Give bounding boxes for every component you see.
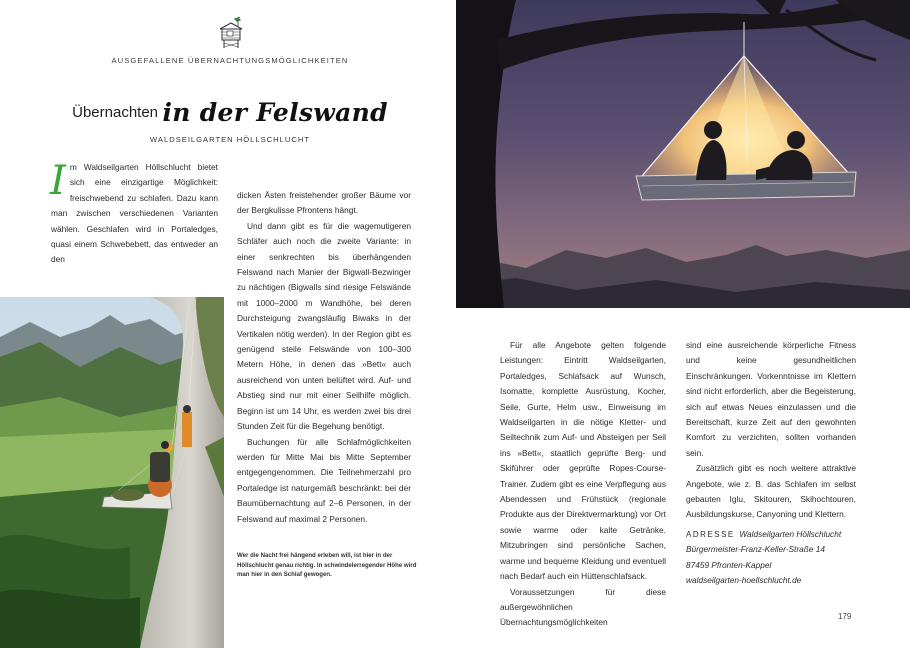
paragraph: Und dann gibt es für die wagemutigeren Schläfer auch noch die zweite Variante: in einer senkrechten bis überhängenden Felswand nach Manier der Bigwall-Bezwinger zu nächtigen (Bigwalls sind riesige Felswände mit 1000–2000 m Wandhöhe, bei deren Durchsteigung zwangsläufig Biwaks in der Vertikalen nötig werden). In der Region gibt es genügend steile Felswände von 100–300 Metern Höhe, in denen das »Bett« auch ausreichend von unten belüftet wird. Auf- und Abstieg sind nur mit einer Seilhilfe möglich. Beginn ist um 14 Uhr, es werden zwei bis drei Stunden Zeit für die Begehung benötigt. <box>237 220 411 432</box>
address-block <box>686 527 861 589</box>
text-column-1 <box>51 160 218 268</box>
text-column-2 <box>237 188 411 527</box>
tree-tent-photo <box>456 0 910 308</box>
address-label: ADRESSE <box>686 530 735 539</box>
paragraph: Voraussetzungen für diese außergewöhnlichen Übernachtungsmöglichkeiten <box>500 586 666 628</box>
cliff-portaledge-photo <box>0 297 224 648</box>
paragraph: Für alle Angebote gelten folgende Leistungen: Eintritt Waldseilgarten, Portaledges, Schlafsack auf Wunsch, Isomatte, komplette Ausrüstung, Kocher, Seile, Gurte, Helm usw., Einweisung im Waldseilgarten in die nötige Kletter- und Seiltechnik zum Auf- und Absteigen per Seil ins »Bett«, staatlich geprüfte Berg- und Skiführer oder geprüfte Ropes-Course-Trainer. Zudem gibt es eine Verpflegung aus Abendessen und Frühstück (regionale Produkte aus der Direktvermarktung) vor Ort sowie warme oder kalte Getränke. Mitzubringen sind persönliche Sachen, warme und bequeme Kleidung und eventuell nach Bedarf auch ein Hüttenschlafsack. <box>500 340 666 582</box>
treehouse-hut-icon <box>216 17 246 49</box>
paragraph: Buchungen für alle Schlafmöglichkeiten werden für Mitte Mai bis Mitte September entgegengenommen. Die Teilnehmerzahl pro Portaledge ist naturgemäß beschränkt: bei der Baumübernachtung auf 2–6 Personen, in der Felswand auf maximal 2 Personen. <box>237 436 411 524</box>
paragraph: dicken Ästen freistehender großer Bäume vor der Bergkulisse Pfrontens hängt. <box>237 190 411 216</box>
title-script: in der Felswand <box>162 98 388 127</box>
page-number: 179 <box>838 612 852 621</box>
page-subtitle: WALDSEILGARTEN HÖLLSCHLUCHT <box>150 135 310 144</box>
address-website[interactable]: waldseilgarten-hoellschlucht.de <box>686 575 802 586</box>
paragraph <box>51 160 218 268</box>
address-line-1 <box>686 527 861 542</box>
paragraph: Zusätzlich gibt es noch weitere attraktive Angebote, wie z. B. das Schlafen im selbst gebauten Iglu, Skitouren, Skihochtouren, Ausbildungskurse, Canyoning und Klettern. <box>686 463 856 520</box>
page-title <box>60 98 400 127</box>
address-name: Waldseilgarten Höllschlucht <box>739 529 842 539</box>
paragraph: sind eine ausreichende körperliche Fitness und keine gesundheitlichen Einschränkungen. Vorkenntnisse im Klettern sind nicht erforderlich, aber die Begeisterung, sich auf etwas Neues einzulassen und die Bereitschaft, kurze Zeit auf den gewohnten Komfort zu verzichten, sollten vorhanden sein. <box>686 340 856 458</box>
text-column-3 <box>500 338 666 631</box>
address-street: Bürgermeister-Franz-Keller-Straße 14 <box>686 544 825 555</box>
photo-caption: Wer die Nacht frei hängend erleben will, ist hier in der Höllschlucht genau richtig. In schwindelerregender Höhe wird man hier in den Schlaf gewogen. <box>237 552 417 579</box>
text-column-4 <box>686 338 856 523</box>
dropcap: I <box>50 158 66 204</box>
title-plain: Übernachten <box>72 104 159 121</box>
paragraph-text: m Waldseilgarten Höllschlucht bietet sich eine einzigartige Möglichkeit: freischwebend zu schlafen. Dazu kann man zwischen verschiedenen Varianten wählen. Geschlafen wird in Portaledges, quasi einem Schwebebett, das entweder an den <box>51 162 218 265</box>
address-city: 87459 Pfronten-Kappel <box>686 559 772 570</box>
section-label: AUSGEFALLENE ÜBERNACHTUNGSMÖGLICHKEITEN <box>111 56 349 65</box>
